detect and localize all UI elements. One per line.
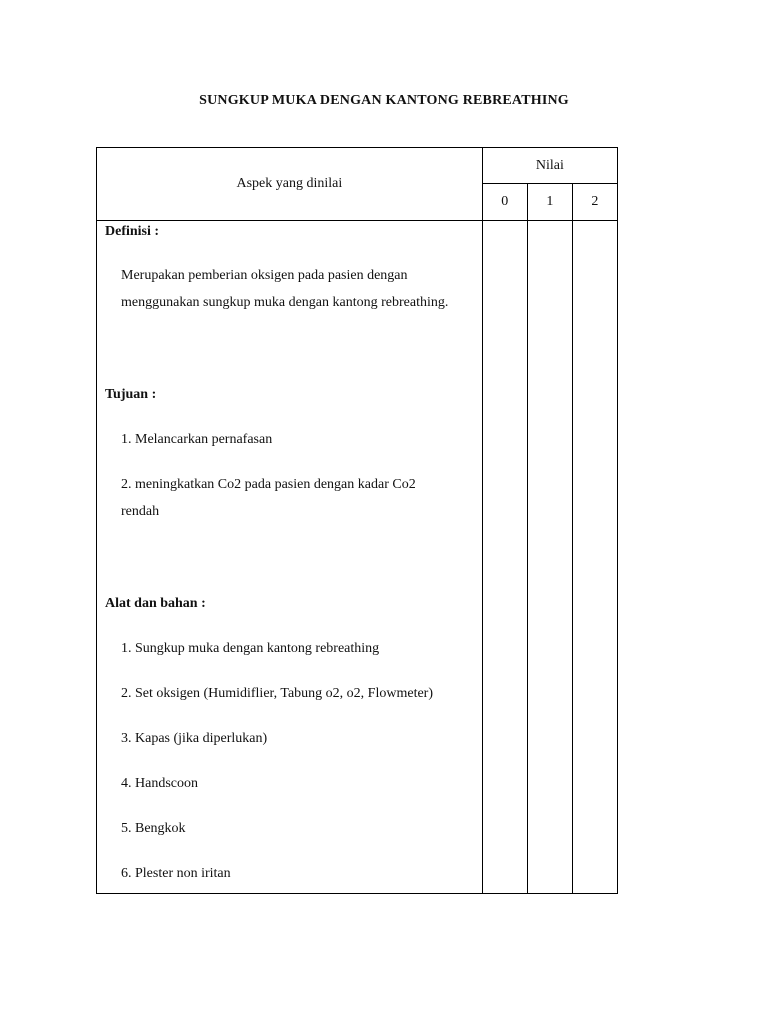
aspek-content-cell	[97, 221, 483, 894]
header-score-2: 2	[572, 184, 617, 221]
score-cell-2[interactable]	[572, 221, 617, 894]
alat-item-2: 2. Set oksigen (Humidiflier, Tabung o2, o2, Flowmeter)	[121, 686, 433, 701]
score-cell-1[interactable]	[527, 221, 572, 894]
definisi-text: Merupakan pemberian oksigen pada pasien dengan menggunakan sungkup muka dengan kantong rebreathing.	[121, 268, 449, 310]
evaluation-table	[96, 147, 618, 894]
score-cell-0[interactable]	[482, 221, 527, 894]
tujuan-item-2: 2. meningkatkan Co2 pada pasien dengan kadar Co2 rendah	[121, 477, 416, 519]
alat-item-5: 5. Bengkok	[121, 821, 186, 836]
alat-heading: Alat dan bahan :	[105, 596, 206, 611]
alat-item-3: 3. Kapas (jika diperlukan)	[121, 731, 268, 746]
header-aspek: Aspek yang dinilai	[97, 148, 483, 221]
definisi-heading: Definisi :	[105, 224, 160, 239]
tujuan-heading: Tujuan :	[105, 387, 157, 402]
tujuan-item-1: 1. Melancarkan pernafasan	[121, 432, 273, 447]
alat-item-4: 4. Handscoon	[121, 776, 198, 791]
header-score-0: 0	[482, 184, 527, 221]
header-score-1: 1	[527, 184, 572, 221]
alat-item-6: 6. Plester non iritan	[121, 866, 231, 881]
header-nilai: Nilai	[482, 148, 617, 184]
document-title: SUNGKUP MUKA DENGAN KANTONG REBREATHING	[199, 93, 569, 108]
alat-item-1: 1. Sungkup muka dengan kantong rebreathing	[121, 641, 380, 656]
